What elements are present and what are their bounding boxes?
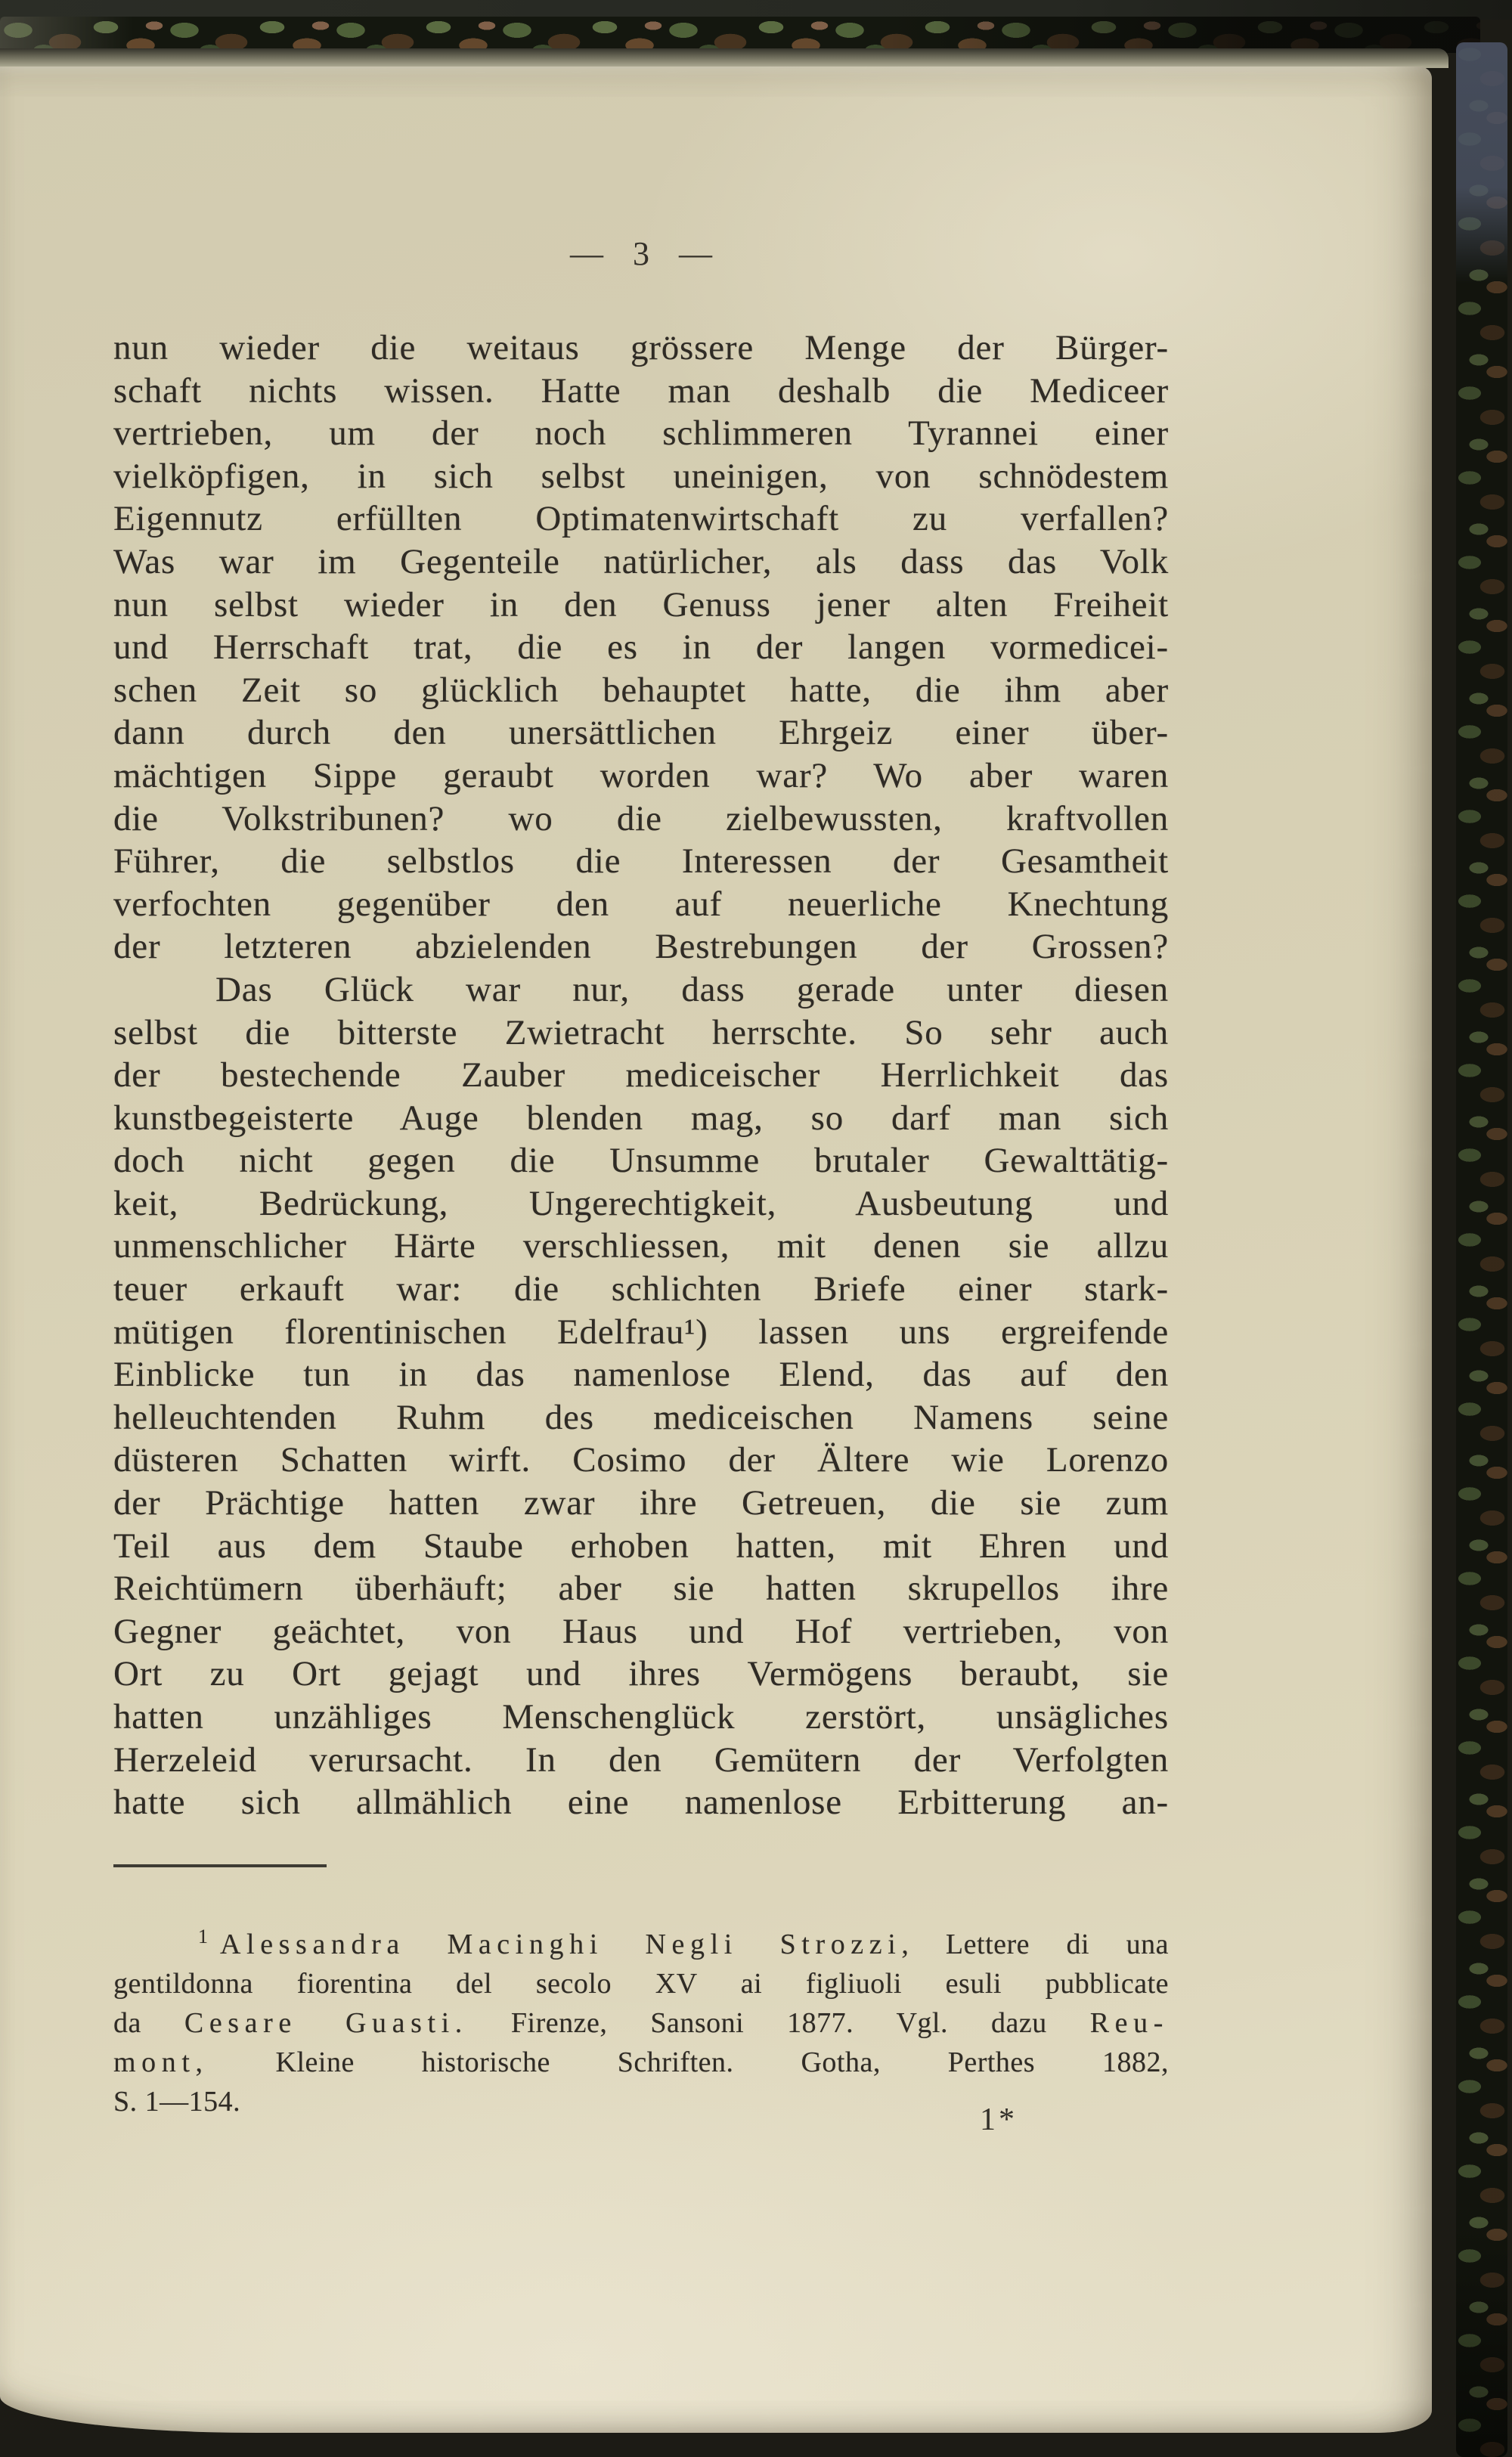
footnote-author-name: Alessandra Macinghi Negli Strozzi [220, 1929, 902, 1960]
footnote-separator-rule [113, 1864, 327, 1867]
footnote-marker: 1 [198, 1926, 208, 1948]
footnote-line: gentildonna fiorentina del secolo XV ai figliuoli esuli pubblicate [113, 1968, 1169, 2000]
text-line: der Prächtige hatten zwar ihre Getreuen, die sie zum [113, 1483, 1169, 1523]
text-line: schaft nichts wissen. Hatte man deshalb die Mediceer [113, 370, 1169, 411]
text-line-paragraph-start: Das Glück war nur, dass gerade unter diesen [215, 969, 1169, 1009]
text-line: der letzteren abzielenden Bestrebungen der Grossen? [113, 927, 1169, 967]
text-line: Ort zu Ort gejagt und ihres Vermögens beraubt, sie [113, 1654, 1169, 1694]
text-line: hatten unzähliges Menschenglück zerstört, unsägliches [113, 1697, 1169, 1737]
text-line: Was war im Gegenteile natürlicher, als dass das Volk [113, 541, 1169, 581]
footnote-text: da [113, 2007, 184, 2039]
book-cover-marble-top [0, 17, 1480, 53]
signature-mark: 1* [980, 2102, 1018, 2137]
text-line: keit, Bedrückung, Ungerechtigkeit, Ausbeutung und [113, 1183, 1169, 1223]
book-page [0, 67, 1432, 2433]
text-line: unmenschlicher Härte verschliessen, mit denen sie allzu [113, 1226, 1169, 1266]
text-line: nun wieder die weitaus grössere Menge der Bürger- [113, 328, 1169, 367]
text-line: vielköpfigen, in sich selbst uneinigen, von schnödestem [113, 456, 1169, 496]
text-line: Teil aus dem Staube erhoben hatten, mit Ehren und [113, 1526, 1169, 1566]
text-line: selbst die bitterste Zwietracht herrschte. So sehr auch [113, 1012, 1169, 1052]
footnote-line [113, 2043, 1169, 2082]
text-line: Einblicke tun in das namenlose Elend, das auf den [113, 1355, 1169, 1395]
footnote [113, 1925, 1169, 2121]
text-line: düsteren Schatten wirft. Cosimo der Ältere wie Lorenzo [113, 1440, 1169, 1480]
body-text [113, 327, 1169, 1824]
text-line: helleuchtenden Ruhm des mediceischen Namens seine [113, 1397, 1169, 1437]
text-line: kunstbegeisterte Auge blenden mag, so darf man sich [113, 1098, 1169, 1138]
text-line: dann durch den unersättlichen Ehrgeiz einer über- [113, 713, 1169, 753]
text-line: Gegner geächtet, von Haus und Hof vertrieben, von [113, 1611, 1169, 1651]
text-line: Eigennutz erfüllten Optimatenwirtschaft zu verfallen? [113, 499, 1169, 539]
book-cover-marble-right [1456, 42, 1507, 2457]
text-line: schen Zeit so glücklich behauptet hatte, die ihm aber [113, 670, 1169, 710]
footnote-editor-name: Cesare Guasti. [184, 2007, 468, 2039]
text-line: mächtigen Sippe geraubt worden war? Wo aber waren [113, 755, 1169, 795]
text-line: vertrieben, um der noch schlimmeren Tyrannei einer [113, 414, 1169, 454]
text-line: Reichtümern überhäuft; aber sie hatten skrupellos ihre [113, 1569, 1169, 1609]
footnote-line [113, 2003, 1169, 2043]
text-line: die Volkstribunen? wo die zielbewussten, kraftvollen [113, 798, 1169, 838]
text-line: Führer, die selbstlos die Interessen der Gesamtheit [113, 841, 1169, 881]
footnote-text: Kleine historische Schriften. Gotha, Perthes 1882, [208, 2046, 1169, 2078]
footnote-author-name: Reu- [1089, 2007, 1169, 2039]
footnote-text: , Lettere di una [901, 1929, 1169, 1960]
text-line: doch nicht gegen die Unsumme brutaler Gewalttätig- [113, 1141, 1169, 1181]
text-line: der bestechende Zauber mediceischer Herrlichkeit das [113, 1055, 1169, 1095]
text-line-with-footnote-ref: mütigen florentinischen Edelfrau¹) lassen uns ergreifende [113, 1312, 1169, 1352]
text-line: nun selbst wieder in den Genuss jener alten Freiheit [113, 584, 1169, 624]
text-line: und Herrschaft trat, die es in der langen vormedicei- [113, 627, 1169, 668]
footnote-line [113, 1925, 1169, 1964]
text-line: hatte sich allmählich eine namenlose Erbitterung an- [113, 1783, 1169, 1823]
footnote-line: S. 1—154. [113, 2086, 241, 2118]
page-number: — 3 — [570, 235, 712, 272]
page-stack-edge [0, 48, 1448, 68]
text-line: verfochten gegenüber den auf neuerliche Knechtung [113, 884, 1169, 924]
text-line: Herzeleid verursacht. In den Gemütern der Verfolgten [113, 1740, 1169, 1780]
footnote-text: Firenze, Sansoni 1877. Vgl. dazu [467, 2007, 1090, 2039]
footnote-author-name: mont, [113, 2046, 209, 2078]
text-line: teuer erkauft war: die schlichten Briefe einer stark- [113, 1269, 1169, 1309]
